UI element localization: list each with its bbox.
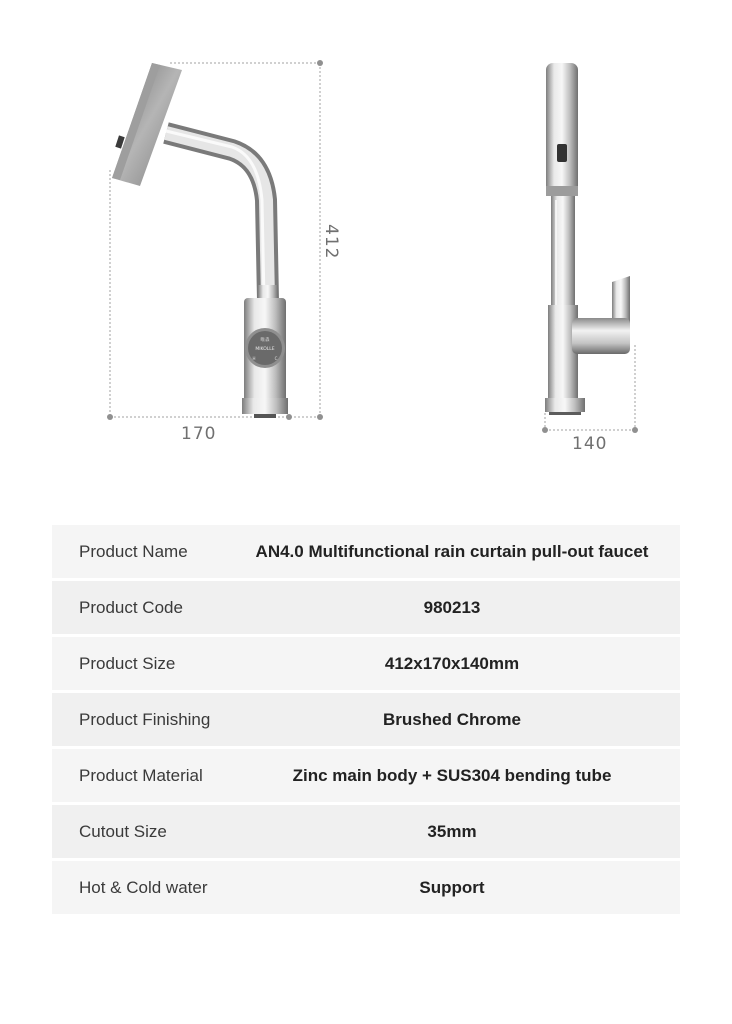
- faucet-side-view: [545, 63, 630, 415]
- spec-row-product-size: [52, 637, 680, 690]
- spec-label: Product Finishing: [79, 709, 211, 729]
- height-dimension-label: 412: [321, 224, 341, 260]
- spec-label: Product Name: [79, 541, 188, 561]
- spec-value: AN4.0 Multifunctional rain curtain pull-out faucet: [255, 541, 649, 561]
- spec-row-product-finishing: [52, 693, 680, 746]
- spec-row-product-code: [52, 581, 680, 634]
- spec-row-product-material: [52, 749, 680, 802]
- spec-value: 35mm: [427, 821, 477, 841]
- width-dimension-label: 170: [181, 424, 217, 444]
- spec-label: Hot & Cold water: [79, 877, 208, 897]
- spec-row-hot-cold-water: [52, 861, 680, 914]
- spec-row-product-name: [52, 525, 680, 578]
- spec-label: Product Size: [79, 653, 176, 673]
- dial-cold-mark: C: [274, 356, 278, 361]
- specification-table: [52, 525, 680, 917]
- faucet-front-view: [112, 63, 288, 418]
- dial-hot-mark: H: [252, 356, 256, 361]
- dial-brand-top: 唯淼: [260, 338, 270, 343]
- spec-value: Brushed Chrome: [383, 709, 521, 729]
- spec-label: Product Code: [79, 597, 183, 617]
- spec-label: Cutout Size: [79, 821, 167, 841]
- spec-value: 980213: [423, 597, 481, 617]
- dial-brand: MIKOLLE: [255, 347, 275, 352]
- spec-row-cutout-size: [52, 805, 680, 858]
- product-drawing: [0, 0, 732, 500]
- spec-value: 412x170x140mm: [384, 653, 520, 673]
- depth-dimension-label: 140: [572, 434, 608, 454]
- spec-value: Zinc main body + SUS304 bending tube: [292, 765, 612, 785]
- spec-value: Support: [419, 877, 485, 897]
- spec-label: Product Material: [79, 765, 203, 785]
